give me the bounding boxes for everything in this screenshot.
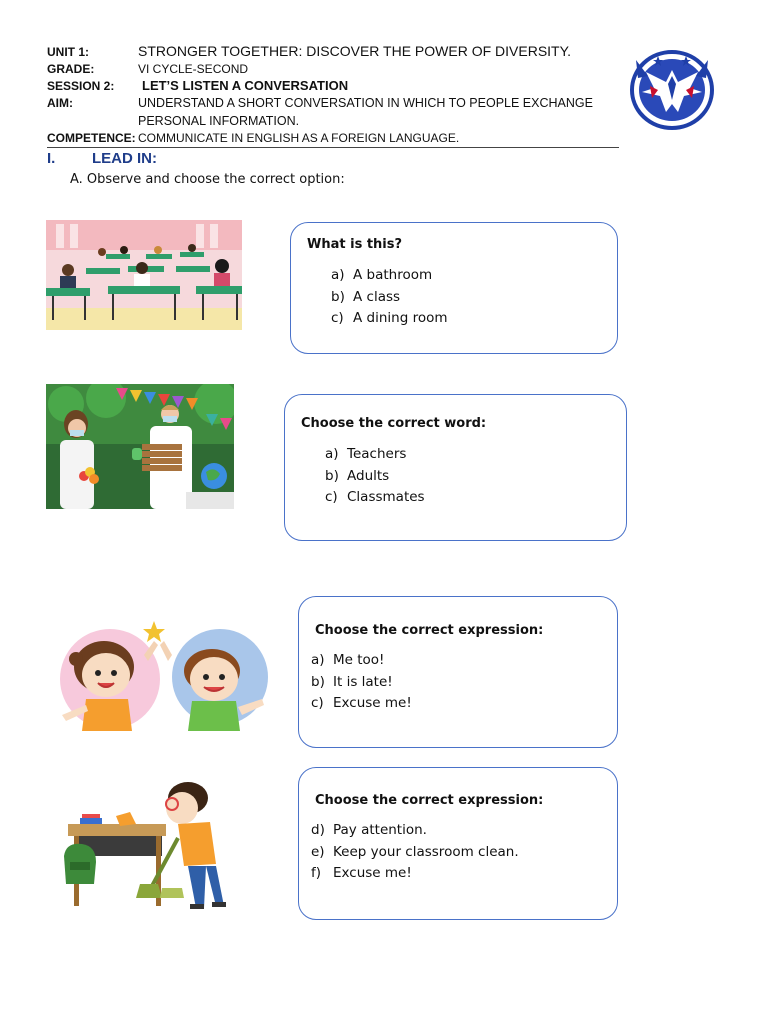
question-3-option-b[interactable]: b) It is late!: [311, 674, 393, 690]
competence-label: COMPETENCE:: [47, 131, 136, 145]
header-divider: [47, 147, 619, 148]
session-label: SESSION 2:: [47, 79, 115, 93]
question-card-1: [290, 222, 618, 354]
boy-sweeping: [60, 772, 230, 910]
question-1-text: What is this?: [307, 237, 403, 252]
question-1-option-b[interactable]: b) A class: [331, 289, 401, 305]
aim-label: AIM:: [47, 96, 73, 110]
question-4-option-f[interactable]: f) Excuse me!: [311, 865, 412, 881]
classroom-illustration: [46, 220, 242, 330]
question-card-2: [284, 394, 627, 541]
question-3-option-c[interactable]: c) Excuse me!: [311, 695, 412, 711]
competence-value: COMMUNICATE IN ENGLISH AS A FOREIGN LANGUAGE.: [138, 131, 460, 145]
question-4-text: Choose the correct expression:: [315, 793, 544, 808]
session-value: LET’S LISTEN A CONVERSATION: [142, 78, 349, 93]
unit-value: STRONGER TOGETHER: DISCOVER THE POWER OF DIVERSITY.: [138, 43, 572, 59]
section-number: I.: [47, 150, 56, 167]
grade-label: GRADE:: [47, 62, 95, 76]
question-2-option-b[interactable]: b) Adults: [325, 468, 390, 484]
question-3-text: Choose the correct expression:: [315, 623, 544, 638]
students-photo: [46, 384, 234, 509]
aim-value-line1: UNDERSTAND A SHORT CONVERSATION IN WHICH TO PEOPLE EXCHANGE: [138, 96, 593, 110]
section-title: LEAD IN:: [92, 150, 157, 167]
question-3-option-a[interactable]: a) Me too!: [311, 652, 385, 668]
question-2-option-a[interactable]: a) Teachers: [325, 446, 407, 462]
aim-value-line2: PERSONAL INFORMATION.: [138, 114, 300, 128]
question-card-3: [298, 596, 618, 748]
question-2-text: Choose the correct word:: [301, 416, 487, 431]
question-2-option-c[interactable]: c) Classmates: [325, 489, 425, 505]
kids-high-five: [52, 615, 270, 735]
grade-value: VI CYCLE-SECOND: [138, 62, 249, 76]
question-4-option-e[interactable]: e) Keep your classroom clean.: [311, 844, 519, 860]
instruction-text: A. Observe and choose the correct option:: [70, 172, 345, 187]
question-1-option-c[interactable]: c) A dining room: [331, 310, 448, 326]
question-1-option-a[interactable]: a) A bathroom: [331, 267, 433, 283]
question-card-4: [298, 767, 618, 920]
question-4-option-d[interactable]: d) Pay attention.: [311, 822, 427, 838]
school-logo: [628, 48, 716, 130]
unit-label: UNIT 1:: [47, 45, 89, 59]
